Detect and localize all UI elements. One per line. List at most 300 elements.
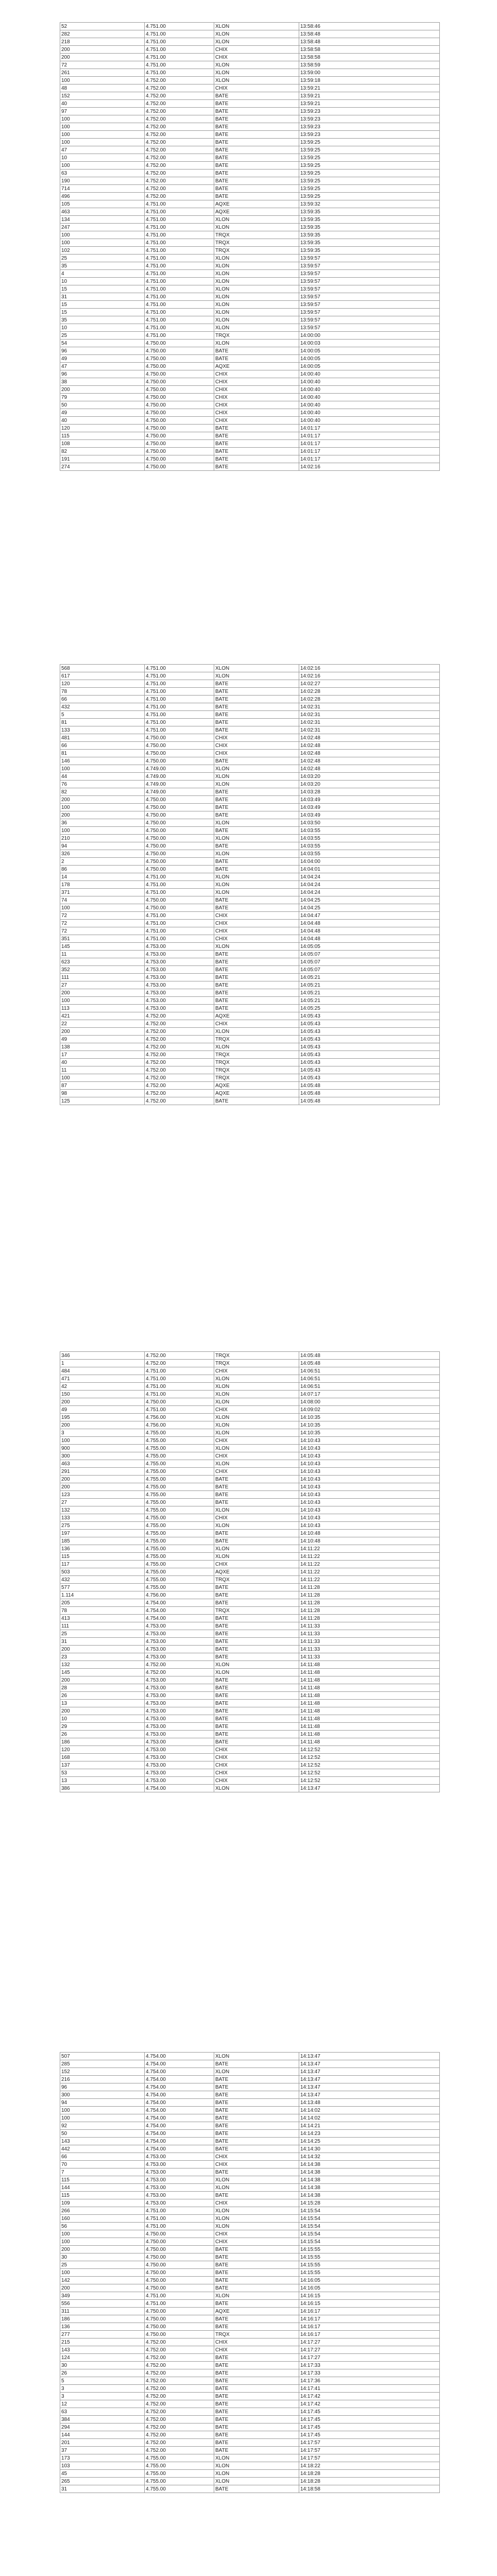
price-cell: 4.752.00 bbox=[145, 2385, 214, 2393]
table-row bbox=[60, 750, 440, 757]
table-row bbox=[60, 1669, 440, 1676]
price-cell: 4.750.00 bbox=[145, 401, 214, 409]
quantity-cell: 96 bbox=[60, 347, 145, 355]
venue-cell: BATE bbox=[214, 2253, 299, 2261]
time-cell: 14:11:48 bbox=[299, 1684, 440, 1692]
table-row bbox=[60, 100, 440, 108]
price-cell: 4.751.00 bbox=[145, 30, 214, 38]
table-row bbox=[60, 1406, 440, 1414]
price-cell: 4.753.00 bbox=[145, 1692, 214, 1700]
price-cell: 4.755.00 bbox=[145, 2485, 214, 2493]
table-row bbox=[60, 665, 440, 672]
price-cell: 4.755.00 bbox=[145, 2478, 214, 2485]
price-cell: 4.753.00 bbox=[145, 1746, 214, 1754]
price-cell: 4.750.00 bbox=[145, 370, 214, 378]
table-row bbox=[60, 2424, 440, 2431]
quantity-cell: 13 bbox=[60, 1700, 145, 1707]
venue-cell: XLON bbox=[214, 255, 299, 262]
quantity-cell: 185 bbox=[60, 1537, 145, 1545]
venue-cell: BATE bbox=[214, 1723, 299, 1731]
price-cell: 4.752.00 bbox=[145, 2369, 214, 2377]
price-cell: 4.752.00 bbox=[145, 2447, 214, 2454]
quantity-cell: 294 bbox=[60, 2424, 145, 2431]
price-cell: 4.753.00 bbox=[145, 1684, 214, 1692]
venue-cell: XLON bbox=[214, 765, 299, 773]
price-cell: 4.751.00 bbox=[145, 2215, 214, 2223]
table-row bbox=[60, 1777, 440, 1785]
price-cell: 4.753.00 bbox=[145, 1630, 214, 1638]
price-cell: 4.751.00 bbox=[145, 2207, 214, 2215]
time-cell: 14:15:55 bbox=[299, 2253, 440, 2261]
table-row bbox=[60, 347, 440, 355]
time-cell: 13:59:00 bbox=[299, 69, 440, 77]
price-cell: 4.756.00 bbox=[145, 1591, 214, 1599]
table-row bbox=[60, 139, 440, 146]
quantity-cell: 186 bbox=[60, 1738, 145, 1746]
table-row bbox=[60, 1607, 440, 1615]
time-cell: 14:17:42 bbox=[299, 2393, 440, 2400]
quantity-cell: 413 bbox=[60, 1615, 145, 1622]
quantity-cell: 72 bbox=[60, 61, 145, 69]
venue-cell: TRQX bbox=[214, 1036, 299, 1043]
venue-cell: BATE bbox=[214, 347, 299, 355]
price-cell: 4.753.00 bbox=[145, 1731, 214, 1738]
venue-cell: BATE bbox=[214, 1591, 299, 1599]
price-cell: 4.751.00 bbox=[145, 920, 214, 927]
table-row bbox=[60, 448, 440, 455]
price-cell: 4.750.00 bbox=[145, 340, 214, 347]
venue-cell: CHIX bbox=[214, 1406, 299, 1414]
time-cell: 14:18:28 bbox=[299, 2478, 440, 2485]
quantity-cell: 123 bbox=[60, 1491, 145, 1499]
quantity-cell: 108 bbox=[60, 440, 145, 448]
quantity-cell: 120 bbox=[60, 680, 145, 688]
venue-cell: CHIX bbox=[214, 927, 299, 935]
venue-cell: BATE bbox=[214, 1738, 299, 1746]
quantity-cell: 100 bbox=[60, 131, 145, 139]
time-cell: 14:10:35 bbox=[299, 1414, 440, 1421]
table-row bbox=[60, 2284, 440, 2292]
venue-cell: CHIX bbox=[214, 54, 299, 61]
table-row bbox=[60, 2238, 440, 2246]
price-cell: 4.753.00 bbox=[145, 951, 214, 958]
table-row bbox=[60, 2114, 440, 2122]
price-cell: 4.751.00 bbox=[145, 247, 214, 255]
time-cell: 14:10:43 bbox=[299, 1499, 440, 1506]
time-cell: 14:11:22 bbox=[299, 1561, 440, 1568]
time-cell: 14:11:22 bbox=[299, 1553, 440, 1561]
time-cell: 14:05:05 bbox=[299, 943, 440, 951]
table-row bbox=[60, 2168, 440, 2176]
price-cell: 4.752.00 bbox=[145, 92, 214, 100]
quantity-cell: 274 bbox=[60, 463, 145, 471]
time-cell: 14:17:42 bbox=[299, 2400, 440, 2408]
table-row bbox=[60, 2068, 440, 2076]
time-cell: 14:18:22 bbox=[299, 2462, 440, 2470]
time-cell: 14:02:31 bbox=[299, 726, 440, 734]
quantity-cell: 70 bbox=[60, 2161, 145, 2168]
time-cell: 13:59:35 bbox=[299, 231, 440, 239]
table-row bbox=[60, 38, 440, 46]
price-cell: 4.751.00 bbox=[145, 2223, 214, 2230]
time-cell: 14:16:17 bbox=[299, 2308, 440, 2315]
table-row bbox=[60, 1452, 440, 1460]
quantity-cell: 133 bbox=[60, 1514, 145, 1522]
time-cell: 14:11:48 bbox=[299, 1661, 440, 1669]
venue-cell: XLON bbox=[214, 1785, 299, 1792]
table-row bbox=[60, 2393, 440, 2400]
table-row bbox=[60, 2060, 440, 2068]
quantity-cell: 247 bbox=[60, 224, 145, 231]
venue-cell: CHIX bbox=[214, 1020, 299, 1028]
time-cell: 14:02:16 bbox=[299, 672, 440, 680]
price-cell: 4.752.00 bbox=[145, 1028, 214, 1036]
time-cell: 14:04:24 bbox=[299, 881, 440, 889]
price-cell: 4.754.00 bbox=[145, 2145, 214, 2153]
venue-cell: BATE bbox=[214, 2114, 299, 2122]
time-cell: 13:59:57 bbox=[299, 293, 440, 301]
table-row bbox=[60, 2261, 440, 2269]
table-row bbox=[60, 1074, 440, 1082]
time-cell: 14:14:21 bbox=[299, 2122, 440, 2130]
table-row bbox=[60, 208, 440, 216]
venue-cell: CHIX bbox=[214, 2199, 299, 2207]
table-row bbox=[60, 1715, 440, 1723]
price-cell: 4.753.00 bbox=[145, 1707, 214, 1715]
price-cell: 4.754.00 bbox=[145, 1615, 214, 1622]
price-cell: 4.751.00 bbox=[145, 1406, 214, 1414]
price-cell: 4.750.00 bbox=[145, 842, 214, 850]
venue-cell: AQXE bbox=[214, 2308, 299, 2315]
time-cell: 14:17:27 bbox=[299, 2338, 440, 2346]
venue-cell: XLON bbox=[214, 781, 299, 788]
venue-cell: XLON bbox=[214, 1398, 299, 1406]
table-row bbox=[60, 2130, 440, 2138]
venue-cell: BATE bbox=[214, 711, 299, 719]
price-cell: 4.750.00 bbox=[145, 1398, 214, 1406]
time-cell: 13:59:57 bbox=[299, 262, 440, 270]
venue-cell: AQXE bbox=[214, 200, 299, 208]
time-cell: 14:10:43 bbox=[299, 1445, 440, 1452]
time-cell: 14:00:00 bbox=[299, 332, 440, 340]
table-row bbox=[60, 811, 440, 819]
table-row bbox=[60, 1391, 440, 1398]
price-cell: 4.752.00 bbox=[145, 154, 214, 162]
price-cell: 4.750.00 bbox=[145, 2253, 214, 2261]
quantity-cell: 52 bbox=[60, 23, 145, 30]
table-row bbox=[60, 239, 440, 247]
table-row bbox=[60, 370, 440, 378]
table-row bbox=[60, 688, 440, 696]
venue-cell: BATE bbox=[214, 177, 299, 185]
price-cell: 4.754.00 bbox=[145, 2083, 214, 2091]
venue-cell: BATE bbox=[214, 154, 299, 162]
time-cell: 14:10:43 bbox=[299, 1468, 440, 1476]
time-cell: 14:11:33 bbox=[299, 1646, 440, 1653]
venue-cell: CHIX bbox=[214, 2338, 299, 2346]
table-row bbox=[60, 2199, 440, 2207]
price-cell: 4.751.00 bbox=[145, 680, 214, 688]
quantity-cell: 76 bbox=[60, 781, 145, 788]
quantity-cell: 133 bbox=[60, 726, 145, 734]
time-cell: 14:01:17 bbox=[299, 448, 440, 455]
table-row bbox=[60, 131, 440, 139]
price-cell: 4.755.00 bbox=[145, 2462, 214, 2470]
venue-cell: BATE bbox=[214, 966, 299, 974]
quantity-cell: 72 bbox=[60, 927, 145, 935]
quantity-cell: 96 bbox=[60, 370, 145, 378]
venue-cell: BATE bbox=[214, 108, 299, 115]
table-row bbox=[60, 154, 440, 162]
quantity-cell: 3 bbox=[60, 2385, 145, 2393]
table-row bbox=[60, 2176, 440, 2184]
venue-cell: CHIX bbox=[214, 920, 299, 927]
venue-cell: BATE bbox=[214, 2284, 299, 2292]
venue-cell: CHIX bbox=[214, 2346, 299, 2354]
time-cell: 14:14:02 bbox=[299, 2107, 440, 2114]
table-row bbox=[60, 2107, 440, 2114]
table-row bbox=[60, 432, 440, 440]
venue-cell: BATE bbox=[214, 688, 299, 696]
price-cell: 4.751.00 bbox=[145, 270, 214, 278]
venue-cell: BATE bbox=[214, 2362, 299, 2369]
table-row bbox=[60, 123, 440, 131]
time-cell: 14:12:52 bbox=[299, 1761, 440, 1769]
quantity-cell: 205 bbox=[60, 1599, 145, 1607]
price-cell: 4.754.00 bbox=[145, 2122, 214, 2130]
quantity-cell: 152 bbox=[60, 2068, 145, 2076]
time-cell: 13:58:59 bbox=[299, 61, 440, 69]
venue-cell: TRQX bbox=[214, 1066, 299, 1074]
table-row bbox=[60, 363, 440, 370]
quantity-cell: 54 bbox=[60, 340, 145, 347]
time-cell: 13:59:25 bbox=[299, 162, 440, 170]
venue-cell: CHIX bbox=[214, 84, 299, 92]
time-cell: 14:11:48 bbox=[299, 1731, 440, 1738]
table-row bbox=[60, 827, 440, 835]
table-row bbox=[60, 1707, 440, 1715]
venue-cell: BATE bbox=[214, 1646, 299, 1653]
time-cell: 13:58:46 bbox=[299, 23, 440, 30]
venue-cell: BATE bbox=[214, 1537, 299, 1545]
venue-cell: XLON bbox=[214, 850, 299, 858]
time-cell: 14:11:28 bbox=[299, 1591, 440, 1599]
time-cell: 14:17:27 bbox=[299, 2354, 440, 2362]
time-cell: 14:15:28 bbox=[299, 2199, 440, 2207]
table-row bbox=[60, 378, 440, 386]
time-cell: 14:05:43 bbox=[299, 1074, 440, 1082]
venue-cell: XLON bbox=[214, 1445, 299, 1452]
quantity-cell: 53 bbox=[60, 1769, 145, 1777]
price-cell: 4.752.00 bbox=[145, 1669, 214, 1676]
time-cell: 13:59:21 bbox=[299, 92, 440, 100]
venue-cell: XLON bbox=[214, 1669, 299, 1676]
venue-cell: CHIX bbox=[214, 2161, 299, 2168]
quantity-cell: 5 bbox=[60, 2377, 145, 2385]
quantity-cell: 23 bbox=[60, 1653, 145, 1661]
time-cell: 14:03:49 bbox=[299, 796, 440, 804]
quantity-cell: 31 bbox=[60, 1638, 145, 1646]
price-cell: 4.751.00 bbox=[145, 23, 214, 30]
price-cell: 4.752.00 bbox=[145, 1043, 214, 1051]
time-cell: 14:14:38 bbox=[299, 2192, 440, 2199]
quantity-cell: 496 bbox=[60, 193, 145, 200]
quantity-cell: 352 bbox=[60, 966, 145, 974]
time-cell: 13:59:25 bbox=[299, 154, 440, 162]
quantity-cell: 125 bbox=[60, 1097, 145, 1105]
price-cell: 4.751.00 bbox=[145, 332, 214, 340]
quantity-cell: 35 bbox=[60, 316, 145, 324]
price-cell: 4.755.00 bbox=[145, 1476, 214, 1483]
table-row bbox=[60, 394, 440, 401]
venue-cell: AQXE bbox=[214, 1568, 299, 1576]
price-cell: 4.755.00 bbox=[145, 1537, 214, 1545]
price-cell: 4.752.00 bbox=[145, 1059, 214, 1066]
table-row bbox=[60, 224, 440, 231]
price-cell: 4.755.00 bbox=[145, 1452, 214, 1460]
table-row bbox=[60, 935, 440, 943]
quantity-cell: 30 bbox=[60, 2253, 145, 2261]
time-cell: 13:59:23 bbox=[299, 115, 440, 123]
time-cell: 14:02:28 bbox=[299, 688, 440, 696]
venue-cell: TRQX bbox=[214, 247, 299, 255]
table-row bbox=[60, 146, 440, 154]
quantity-cell: 200 bbox=[60, 1476, 145, 1483]
time-cell: 14:11:22 bbox=[299, 1568, 440, 1576]
time-cell: 14:12:52 bbox=[299, 1746, 440, 1754]
venue-cell: BATE bbox=[214, 131, 299, 139]
time-cell: 14:05:43 bbox=[299, 1028, 440, 1036]
price-cell: 4.753.00 bbox=[145, 1754, 214, 1761]
time-cell: 13:59:35 bbox=[299, 247, 440, 255]
quantity-cell: 30 bbox=[60, 2362, 145, 2369]
table-row bbox=[60, 1491, 440, 1499]
time-cell: 14:00:40 bbox=[299, 370, 440, 378]
table-row bbox=[60, 409, 440, 417]
table-row bbox=[60, 1615, 440, 1622]
quantity-cell: 100 bbox=[60, 765, 145, 773]
time-cell: 14:00:40 bbox=[299, 417, 440, 425]
quantity-cell: 25 bbox=[60, 2261, 145, 2269]
table-row bbox=[60, 1723, 440, 1731]
time-cell: 14:16:05 bbox=[299, 2277, 440, 2284]
venue-cell: BATE bbox=[214, 1499, 299, 1506]
time-cell: 14:04:48 bbox=[299, 920, 440, 927]
time-cell: 13:59:23 bbox=[299, 123, 440, 131]
price-cell: 4.754.00 bbox=[145, 2130, 214, 2138]
price-cell: 4.751.00 bbox=[145, 61, 214, 69]
venue-cell: BATE bbox=[214, 2447, 299, 2454]
venue-cell: XLON bbox=[214, 665, 299, 672]
price-cell: 4.754.00 bbox=[145, 2107, 214, 2114]
time-cell: 14:04:48 bbox=[299, 927, 440, 935]
time-cell: 14:15:55 bbox=[299, 2269, 440, 2277]
price-cell: 4.753.00 bbox=[145, 1715, 214, 1723]
venue-cell: XLON bbox=[214, 873, 299, 881]
quantity-cell: 195 bbox=[60, 1414, 145, 1421]
price-cell: 4.750.00 bbox=[145, 835, 214, 842]
time-cell: 14:14:38 bbox=[299, 2176, 440, 2184]
venue-cell: CHIX bbox=[214, 1367, 299, 1375]
price-cell: 4.750.00 bbox=[145, 2269, 214, 2277]
price-cell: 4.750.00 bbox=[145, 734, 214, 742]
time-cell: 14:05:07 bbox=[299, 958, 440, 966]
table-row bbox=[60, 2408, 440, 2416]
price-cell: 4.755.00 bbox=[145, 1576, 214, 1584]
price-cell: 4.752.00 bbox=[145, 1082, 214, 1090]
time-cell: 13:59:35 bbox=[299, 239, 440, 247]
table-row bbox=[60, 765, 440, 773]
table-row bbox=[60, 1584, 440, 1591]
venue-cell: BATE bbox=[214, 804, 299, 811]
price-cell: 4.749.00 bbox=[145, 773, 214, 781]
quantity-cell: 152 bbox=[60, 92, 145, 100]
time-cell: 14:05:07 bbox=[299, 951, 440, 958]
venue-cell: BATE bbox=[214, 1731, 299, 1738]
quantity-cell: 200 bbox=[60, 1676, 145, 1684]
venue-cell: XLON bbox=[214, 1421, 299, 1429]
price-cell: 4.750.00 bbox=[145, 850, 214, 858]
time-cell: 14:10:35 bbox=[299, 1421, 440, 1429]
venue-cell: BATE bbox=[214, 719, 299, 726]
quantity-cell: 31 bbox=[60, 2485, 145, 2493]
time-cell: 13:59:57 bbox=[299, 270, 440, 278]
quantity-cell: 900 bbox=[60, 1445, 145, 1452]
time-cell: 14:17:33 bbox=[299, 2362, 440, 2369]
venue-cell: AQXE bbox=[214, 1012, 299, 1020]
time-cell: 14:13:48 bbox=[299, 2099, 440, 2107]
quantity-cell: 300 bbox=[60, 2091, 145, 2099]
table-row bbox=[60, 1421, 440, 1429]
quantity-cell: 200 bbox=[60, 1398, 145, 1406]
quantity-cell: 27 bbox=[60, 981, 145, 989]
price-cell: 4.754.00 bbox=[145, 1607, 214, 1615]
time-cell: 14:08:00 bbox=[299, 1398, 440, 1406]
price-cell: 4.750.00 bbox=[145, 448, 214, 455]
price-cell: 4.751.00 bbox=[145, 711, 214, 719]
table-row bbox=[60, 1460, 440, 1468]
table-row bbox=[60, 920, 440, 927]
venue-cell: BATE bbox=[214, 2416, 299, 2424]
venue-cell: BATE bbox=[214, 842, 299, 850]
venue-cell: BATE bbox=[214, 981, 299, 989]
quantity-cell: 14 bbox=[60, 873, 145, 881]
time-cell: 14:01:17 bbox=[299, 432, 440, 440]
price-cell: 4.750.00 bbox=[145, 858, 214, 866]
table-row bbox=[60, 2346, 440, 2354]
quantity-cell: 623 bbox=[60, 958, 145, 966]
venue-cell: BATE bbox=[214, 2408, 299, 2416]
quantity-cell: 81 bbox=[60, 750, 145, 757]
venue-cell: BATE bbox=[214, 680, 299, 688]
quantity-cell: 124 bbox=[60, 2354, 145, 2362]
time-cell: 13:59:25 bbox=[299, 177, 440, 185]
table-row bbox=[60, 2377, 440, 2385]
table-row bbox=[60, 1051, 440, 1059]
table-row bbox=[60, 115, 440, 123]
time-cell: 14:00:40 bbox=[299, 394, 440, 401]
venue-cell: BATE bbox=[214, 2099, 299, 2107]
table-row bbox=[60, 1731, 440, 1738]
quantity-cell: 49 bbox=[60, 1036, 145, 1043]
price-cell: 4.752.00 bbox=[145, 115, 214, 123]
table-row bbox=[60, 46, 440, 54]
price-cell: 4.752.00 bbox=[145, 139, 214, 146]
time-cell: 13:59:35 bbox=[299, 224, 440, 231]
table-row bbox=[60, 889, 440, 896]
venue-cell: AQXE bbox=[214, 208, 299, 216]
quantity-cell: 36 bbox=[60, 819, 145, 827]
